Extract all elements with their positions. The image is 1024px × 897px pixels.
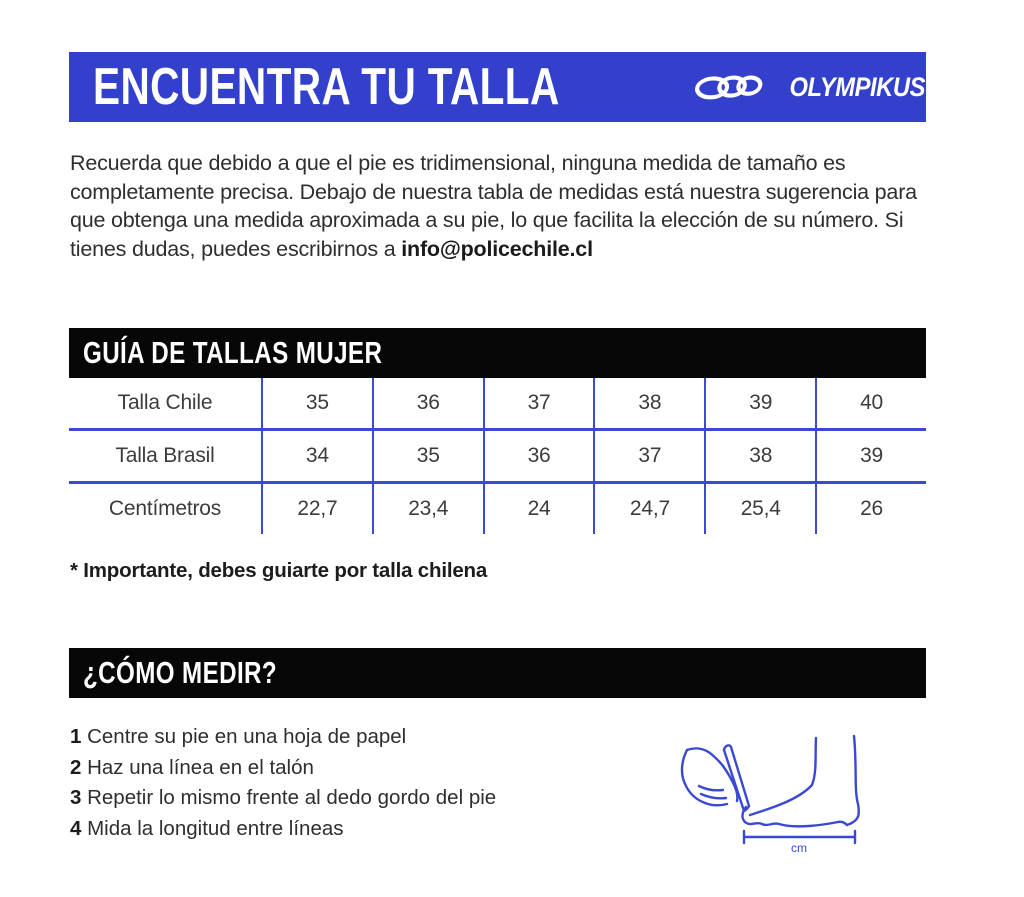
size-value: 22,7	[261, 484, 372, 534]
olympikus-logo	[691, 69, 925, 105]
foot-sole-line	[745, 822, 847, 827]
step-number: 3	[70, 786, 82, 809]
size-value: 25,4	[704, 484, 815, 534]
hand-top-line	[687, 748, 723, 766]
cm-label: cm	[791, 841, 807, 855]
header-banner	[69, 52, 926, 122]
size-value: 34	[261, 431, 372, 481]
steps-list	[70, 722, 496, 844]
size-value: 35	[372, 431, 483, 481]
row-label: Talla Chile	[117, 391, 213, 414]
size-value: 23,4	[372, 484, 483, 534]
row-label: Centímetros	[108, 497, 222, 520]
hand-finger-line-1	[699, 786, 723, 790]
table-row	[69, 431, 926, 484]
step-text: Repetir lo mismo frente al dedo gordo del pie	[81, 786, 497, 809]
size-value: 35	[261, 378, 372, 428]
hand-finger-line-3	[705, 803, 727, 805]
size-value: 24,7	[593, 484, 704, 534]
foot-measurement-illustration	[640, 700, 980, 890]
step-number: 2	[70, 755, 82, 779]
step-text: Haz una línea en el talón	[81, 755, 314, 779]
step-item	[70, 814, 496, 845]
size-value: 37	[483, 378, 594, 428]
foot-back-leg-line	[847, 736, 859, 825]
contact-email: info@policechile.cl	[401, 236, 593, 261]
step-item	[70, 783, 496, 814]
size-value: 40	[815, 378, 926, 428]
intro-text: Recuerda que debido a que el pie es tridimensional, ninguna medida de tamaño es completamente precisa. Debajo de nuestra tabla de medidas está nuestra sugerencia para que obtenga una medida aproximada a su pie, lo que facilita la elección de su número. Si tienes dudas, puedes escribirnos a	[70, 151, 917, 261]
step-number: 1	[70, 725, 82, 748]
size-value: 39	[815, 431, 926, 481]
intro-paragraph	[70, 149, 932, 263]
section-bar-how-to-measure	[69, 648, 926, 698]
foot-front-shin-line	[812, 738, 816, 785]
size-value: 24	[483, 484, 594, 534]
table-row	[69, 378, 926, 431]
size-value: 37	[593, 431, 704, 481]
table-row	[69, 484, 926, 534]
important-note: * Importante, debes guiarte por talla chilena	[70, 559, 488, 582]
step-number: 4	[70, 816, 82, 840]
section-title-how-to-measure: ¿CÓMO MEDIR?	[83, 655, 278, 690]
size-value: 36	[483, 431, 594, 481]
page-title: ENCUENTRA TU TALLA	[93, 58, 560, 116]
size-value: 38	[704, 431, 815, 481]
step-text: Centre su pie en una hoja de papel	[81, 725, 407, 748]
step-item	[70, 722, 496, 753]
section-bar-size-guide	[69, 328, 926, 378]
size-value: 36	[372, 378, 483, 428]
size-value: 38	[593, 378, 704, 428]
foot-instep-line	[750, 785, 812, 815]
row-label: Talla Brasil	[115, 444, 215, 467]
size-value: 39	[704, 378, 815, 428]
step-text: Mida la longitud entre líneas	[81, 816, 344, 840]
page-title-wrap	[93, 52, 691, 122]
olympikus-logo-text: OLYMPIKUS	[789, 71, 926, 102]
size-table	[69, 378, 926, 534]
hand-finger-line-2	[701, 794, 726, 798]
section-title-size-guide: GUÍA DE TALLAS MUJER	[83, 335, 383, 370]
size-value: 26	[815, 484, 926, 534]
step-item	[70, 753, 496, 784]
olympikus-rings-icon	[691, 69, 765, 105]
